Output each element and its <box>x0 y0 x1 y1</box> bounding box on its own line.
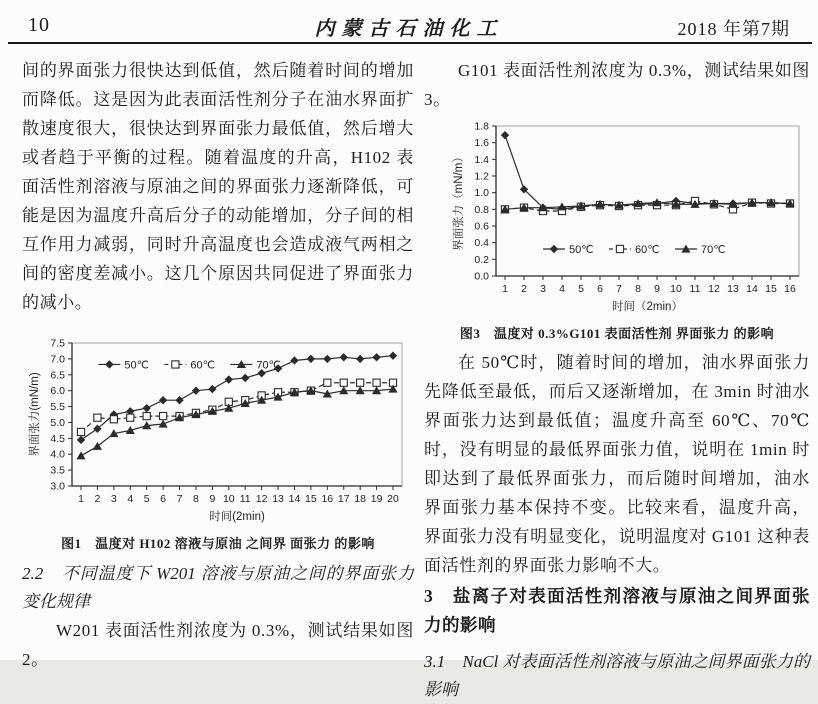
svg-text:8: 8 <box>193 493 199 505</box>
svg-text:7.0: 7.0 <box>50 353 65 366</box>
svg-text:9: 9 <box>209 493 216 505</box>
svg-text:0.0: 0.0 <box>474 270 489 283</box>
svg-text:14: 14 <box>288 493 301 505</box>
svg-text:6: 6 <box>597 283 603 295</box>
svg-text:6.0: 6.0 <box>50 385 65 398</box>
svg-text:11: 11 <box>689 283 701 295</box>
svg-text:60℃: 60℃ <box>634 244 660 256</box>
svg-text:6: 6 <box>160 493 167 505</box>
svg-text:17: 17 <box>337 493 350 505</box>
svg-text:5: 5 <box>578 283 584 295</box>
left-column <box>22 56 414 674</box>
svg-text:16: 16 <box>784 283 796 295</box>
svg-text:4: 4 <box>559 283 565 295</box>
svg-text:1: 1 <box>78 493 84 505</box>
svg-text:12: 12 <box>708 283 720 295</box>
svg-text:1.4: 1.4 <box>474 153 489 166</box>
figure1-line-chart <box>26 335 411 528</box>
svg-text:60℃: 60℃ <box>190 359 215 372</box>
left-paragraph-continuation: 间的界面张力很快达到低值，然后随着时间的增加而降低。这是因为此表面活性剂分子在油水界面扩散速度很大，很快达到界面张力最低值，然后增大或者趋于平衡的过程。随着温度的升高，H102 表面活性剂溶液与原油之间的界面张力逐渐降低，可能是因为温度升高后分子的动能增加，分子间的相互作用力减弱，同时升高温度也会造成液气两相之间的密度差减小。这几个原因共同促进了界面张力的减小。 <box>22 61 414 312</box>
svg-text:界面张力（mN/m）: 界面张力（mN/m） <box>453 151 465 251</box>
svg-text:13: 13 <box>727 283 739 295</box>
svg-text:10: 10 <box>670 283 682 295</box>
svg-text:1.6: 1.6 <box>474 137 489 150</box>
svg-text:2: 2 <box>94 493 101 505</box>
svg-text:70℃: 70℃ <box>700 244 726 256</box>
svg-text:1: 1 <box>502 283 508 295</box>
svg-text:时间（2min）: 时间（2min） <box>612 301 683 313</box>
journal-title: 内蒙古石油化工 <box>314 18 504 40</box>
svg-text:10: 10 <box>222 493 235 505</box>
figure-1 <box>22 335 414 552</box>
svg-text:界面张力(mN/m): 界面张力(mN/m) <box>29 372 41 457</box>
svg-text:70℃: 70℃ <box>256 359 281 372</box>
svg-text:6.5: 6.5 <box>50 369 65 382</box>
svg-text:16: 16 <box>321 493 334 505</box>
right-column <box>424 56 810 704</box>
left-paragraph-w201: W201 表面活性剂浓度为 0.3%，测试结果如图2。 <box>22 621 414 669</box>
svg-text:8: 8 <box>635 283 641 295</box>
svg-text:19: 19 <box>370 493 383 505</box>
figure-3 <box>424 118 810 342</box>
header-rule <box>8 42 812 44</box>
svg-text:15: 15 <box>305 493 317 505</box>
svg-text:0.8: 0.8 <box>474 203 489 216</box>
svg-text:0.6: 0.6 <box>474 220 489 233</box>
page-number: 10 <box>28 14 50 36</box>
svg-text:4: 4 <box>127 493 134 505</box>
svg-text:2: 2 <box>521 283 527 295</box>
right-paragraph-g101: G101 表面活性剂浓度为 0.3%，测试结果如图3。 <box>424 61 810 109</box>
svg-text:9: 9 <box>654 283 660 295</box>
svg-text:20: 20 <box>387 493 399 505</box>
section-3-1-heading: 3.1 NaCl 对表面活性剂溶液与原油之间界面张力的影响 <box>424 652 810 699</box>
svg-text:5: 5 <box>143 493 150 505</box>
svg-text:1.8: 1.8 <box>474 120 489 133</box>
svg-text:时间(2min): 时间(2min) <box>209 511 265 523</box>
svg-text:3.5: 3.5 <box>50 464 65 477</box>
svg-text:50℃: 50℃ <box>124 359 149 372</box>
svg-text:14: 14 <box>746 283 758 295</box>
svg-text:11: 11 <box>239 493 251 505</box>
svg-text:7: 7 <box>616 283 622 295</box>
figure1-caption: 图1 温度对 H102 溶液与原油 之间界 面张力 的影响 <box>61 536 375 551</box>
svg-text:1.2: 1.2 <box>474 170 489 183</box>
svg-text:0.4: 0.4 <box>474 237 489 250</box>
svg-text:5.5: 5.5 <box>50 401 65 414</box>
svg-text:13: 13 <box>272 493 284 505</box>
svg-text:3: 3 <box>540 283 546 295</box>
svg-text:5.0: 5.0 <box>50 416 65 429</box>
svg-text:15: 15 <box>765 283 777 295</box>
svg-text:4.0: 4.0 <box>50 448 65 461</box>
section-3-heading: 3 盐离子对表面活性剂溶液与原油之间界面张力的影响 <box>424 586 810 635</box>
svg-text:0.2: 0.2 <box>474 253 489 266</box>
issue-label: 2018 年第7期 <box>677 19 790 39</box>
svg-text:4.5: 4.5 <box>50 432 65 445</box>
section-2-2-heading: 2.2 不同温度下 W201 溶液与原油之间的界面张力变化规律 <box>22 564 414 611</box>
svg-text:7.5: 7.5 <box>50 337 65 350</box>
svg-text:50℃: 50℃ <box>568 244 594 256</box>
svg-text:18: 18 <box>354 493 367 505</box>
right-paragraph-analysis: 在 50℃时，随着时间的增加，油水界面张力先降低至最低，而后又逐渐增加，在 3min 时油水界面张力达到最低值；温度升高至 60℃、70℃时，没有明显的最低界面张力值，说明在 1min 时即达到了最低界面张力，而后随时间增加，油水界面张力基本保持不变。比较来看，温度升高，界面张力没有明显变化，说明温度对 G101 这种表面活性剂的界面张力影响不大。 <box>424 353 810 575</box>
figure3-caption: 图3 温度对 0.3%G101 表面活性剂 界面张力 的影响 <box>459 326 775 341</box>
svg-text:1.0: 1.0 <box>474 187 489 200</box>
svg-text:12: 12 <box>255 493 268 505</box>
svg-text:3: 3 <box>110 493 117 505</box>
svg-text:7: 7 <box>176 493 183 505</box>
figure3-line-chart <box>450 118 808 318</box>
svg-text:3.0: 3.0 <box>50 480 65 493</box>
